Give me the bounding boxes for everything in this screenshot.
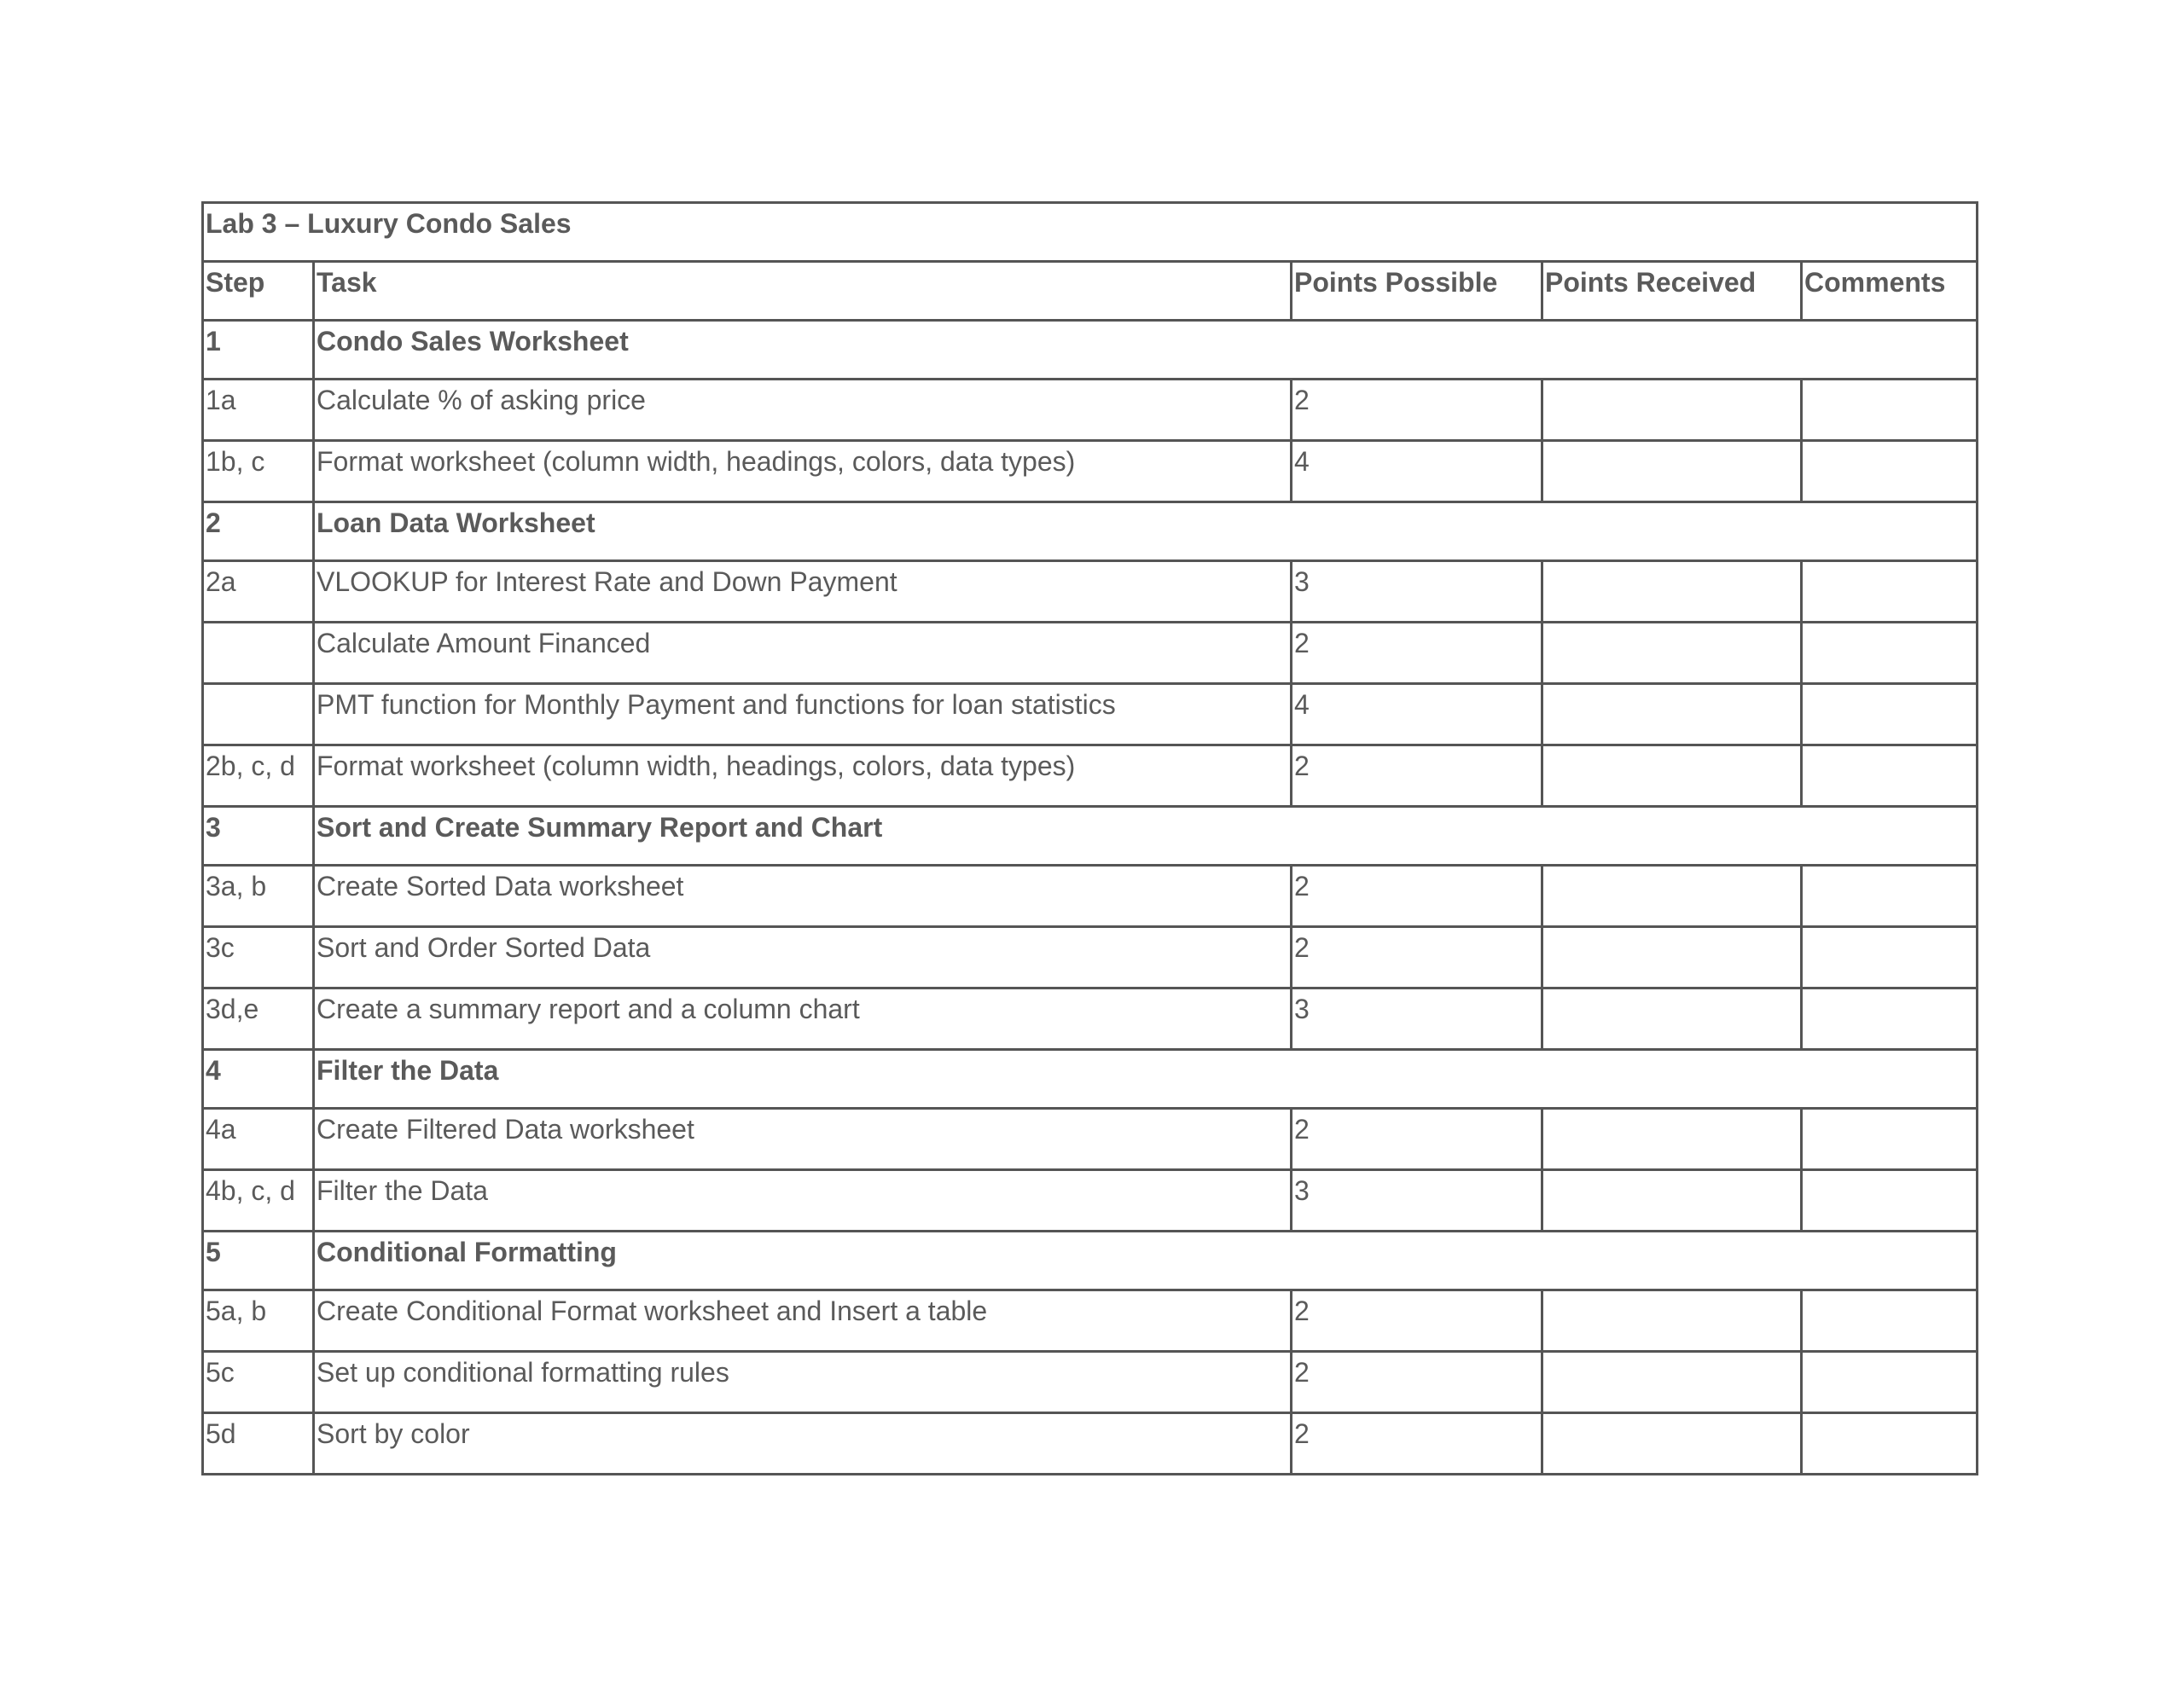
table-row [203,1109,1978,1170]
points-received-cell[interactable] [1542,441,1802,502]
header-points-received: Points Received [1542,262,1802,321]
step-cell: 3d,e [203,988,314,1050]
points-received-cell[interactable] [1542,623,1802,684]
step-cell: 3c [203,927,314,988]
step-cell: 2 [203,502,314,561]
table-row [203,561,1978,623]
points-possible-cell: 3 [1292,988,1542,1050]
points-possible-cell: 2 [1292,1109,1542,1170]
comments-cell[interactable] [1802,927,1978,988]
step-cell: 1a [203,380,314,441]
section-row [203,1232,1978,1290]
comments-cell[interactable] [1802,1290,1978,1352]
section-row [203,1050,1978,1109]
points-received-cell[interactable] [1542,684,1802,745]
header-row [203,262,1978,321]
step-cell: 5d [203,1413,314,1475]
step-cell [203,623,314,684]
points-received-cell[interactable] [1542,380,1802,441]
step-cell: 2b, c, d [203,745,314,807]
step-cell: 5c [203,1352,314,1413]
points-received-cell[interactable] [1542,988,1802,1050]
section-title: Sort and Create Summary Report and Chart [314,807,1978,866]
points-possible-cell: 2 [1292,1290,1542,1352]
points-possible-cell: 2 [1292,745,1542,807]
points-received-cell[interactable] [1542,866,1802,927]
points-possible-cell: 2 [1292,927,1542,988]
task-cell: Format worksheet (column width, headings, colors, data types) [314,745,1292,807]
task-cell: Filter the Data [314,1170,1292,1232]
section-row [203,502,1978,561]
comments-cell[interactable] [1802,988,1978,1050]
header-comments: Comments [1802,262,1978,321]
points-received-cell[interactable] [1542,1109,1802,1170]
header-task: Task [314,262,1292,321]
points-possible-cell: 2 [1292,380,1542,441]
points-possible-cell: 4 [1292,441,1542,502]
step-cell: 1 [203,321,314,380]
points-received-cell[interactable] [1542,745,1802,807]
comments-cell[interactable] [1802,1413,1978,1475]
table-row [203,927,1978,988]
comments-cell[interactable] [1802,745,1978,807]
grading-rubric-table [201,201,1978,1475]
table-row [203,380,1978,441]
table-row [203,623,1978,684]
comments-cell[interactable] [1802,1352,1978,1413]
comments-cell[interactable] [1802,623,1978,684]
comments-cell[interactable] [1802,561,1978,623]
table-row [203,1170,1978,1232]
step-cell: 4a [203,1109,314,1170]
step-cell: 4 [203,1050,314,1109]
table-row [203,866,1978,927]
step-cell [203,684,314,745]
points-possible-cell: 2 [1292,1413,1542,1475]
points-received-cell[interactable] [1542,1170,1802,1232]
points-possible-cell: 2 [1292,866,1542,927]
section-row [203,321,1978,380]
points-possible-cell: 2 [1292,1352,1542,1413]
comments-cell[interactable] [1802,441,1978,502]
task-cell: Sort and Order Sorted Data [314,927,1292,988]
task-cell: Calculate % of asking price [314,380,1292,441]
task-cell: VLOOKUP for Interest Rate and Down Payment [314,561,1292,623]
table-row [203,441,1978,502]
step-cell: 5 [203,1232,314,1290]
step-cell: 3 [203,807,314,866]
title-row [203,203,1978,262]
table-row [203,1413,1978,1475]
table-row [203,745,1978,807]
section-title: Filter the Data [314,1050,1978,1109]
task-cell: Format worksheet (column width, headings, colors, data types) [314,441,1292,502]
comments-cell[interactable] [1802,1170,1978,1232]
table-row [203,684,1978,745]
points-received-cell[interactable] [1542,927,1802,988]
header-points-possible: Points Possible [1292,262,1542,321]
task-cell: Create Sorted Data worksheet [314,866,1292,927]
section-row [203,807,1978,866]
task-cell: Set up conditional formatting rules [314,1352,1292,1413]
task-cell: Create a summary report and a column chart [314,988,1292,1050]
points-received-cell[interactable] [1542,1290,1802,1352]
task-cell: PMT function for Monthly Payment and functions for loan statistics [314,684,1292,745]
points-received-cell[interactable] [1542,561,1802,623]
step-cell: 3a, b [203,866,314,927]
comments-cell[interactable] [1802,866,1978,927]
points-possible-cell: 2 [1292,623,1542,684]
points-possible-cell: 3 [1292,1170,1542,1232]
comments-cell[interactable] [1802,380,1978,441]
comments-cell[interactable] [1802,1109,1978,1170]
task-cell: Sort by color [314,1413,1292,1475]
step-cell: 1b, c [203,441,314,502]
section-title: Loan Data Worksheet [314,502,1978,561]
points-received-cell[interactable] [1542,1413,1802,1475]
task-cell: Create Filtered Data worksheet [314,1109,1292,1170]
points-received-cell[interactable] [1542,1352,1802,1413]
table-row [203,988,1978,1050]
points-possible-cell: 4 [1292,684,1542,745]
points-possible-cell: 3 [1292,561,1542,623]
task-cell: Create Conditional Format worksheet and Insert a table [314,1290,1292,1352]
step-cell: 2a [203,561,314,623]
comments-cell[interactable] [1802,684,1978,745]
step-cell: 5a, b [203,1290,314,1352]
step-cell: 4b, c, d [203,1170,314,1232]
table-row [203,1352,1978,1413]
header-step: Step [203,262,314,321]
section-title: Conditional Formatting [314,1232,1978,1290]
section-title: Condo Sales Worksheet [314,321,1978,380]
table-row [203,1290,1978,1352]
table-title: Lab 3 – Luxury Condo Sales [203,203,1978,262]
task-cell: Calculate Amount Financed [314,623,1292,684]
